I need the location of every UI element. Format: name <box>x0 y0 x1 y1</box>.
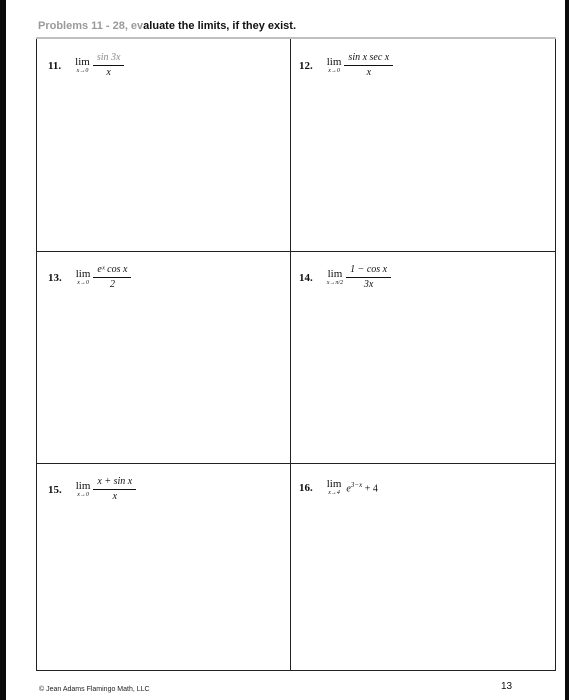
limit-operator: lim x→0 <box>75 480 91 498</box>
numerator: eˣ cos x <box>97 264 128 275</box>
problem-number: 16. <box>299 481 313 494</box>
fraction <box>93 52 125 79</box>
problem-11 <box>48 52 124 79</box>
problem-number: 11. <box>48 59 62 72</box>
fraction <box>93 476 136 503</box>
limit-operator: lim x→4 <box>326 478 342 496</box>
limit-operator: lim x→0 <box>75 268 91 286</box>
problem-14 <box>299 264 391 291</box>
problem-number: 13. <box>48 271 62 284</box>
problem-13 <box>48 264 131 291</box>
problem-number: 14. <box>299 271 313 284</box>
denominator: 2 <box>93 277 131 291</box>
numerator: 1 − cos x <box>350 264 388 275</box>
problem-number: 15. <box>48 483 62 496</box>
problem-grid <box>36 39 556 671</box>
denominator: 3x <box>346 277 391 291</box>
problem-15 <box>48 476 136 503</box>
instructions-header <box>36 17 556 39</box>
limit-operator: lim x→π/2 <box>326 268 344 286</box>
problem-12 <box>299 52 393 79</box>
viewer-frame-right <box>565 0 569 700</box>
numerator: x + sin x <box>97 476 133 487</box>
numerator: sin 3x <box>96 52 121 63</box>
header-text: aluate the limits, if they exist. <box>143 20 296 32</box>
grid-divider-row-2 <box>37 463 555 464</box>
limit-operator: lim x→0 <box>75 56 90 74</box>
limit-operator: lim x→0 <box>326 56 342 74</box>
fraction <box>346 264 391 291</box>
grid-divider-row-1 <box>37 251 555 252</box>
grid-divider-vertical <box>290 39 291 670</box>
fraction <box>344 52 393 79</box>
header-faded-text: Problems 11 - 28, ev <box>38 20 144 32</box>
worksheet-page <box>6 0 565 700</box>
denominator: x <box>344 65 393 79</box>
numerator: sin x sec x <box>348 52 390 63</box>
page-number: 13 <box>501 681 513 692</box>
fraction <box>93 264 131 291</box>
expression: $e^{3-x} + 4$ <box>346 480 378 495</box>
denominator: x <box>93 489 136 503</box>
problem-16 <box>299 478 378 497</box>
copyright-notice: © Jean Adams Flamingo Math, LLC <box>39 686 150 693</box>
problem-number: 12. <box>299 59 313 72</box>
denominator: x <box>93 65 125 79</box>
